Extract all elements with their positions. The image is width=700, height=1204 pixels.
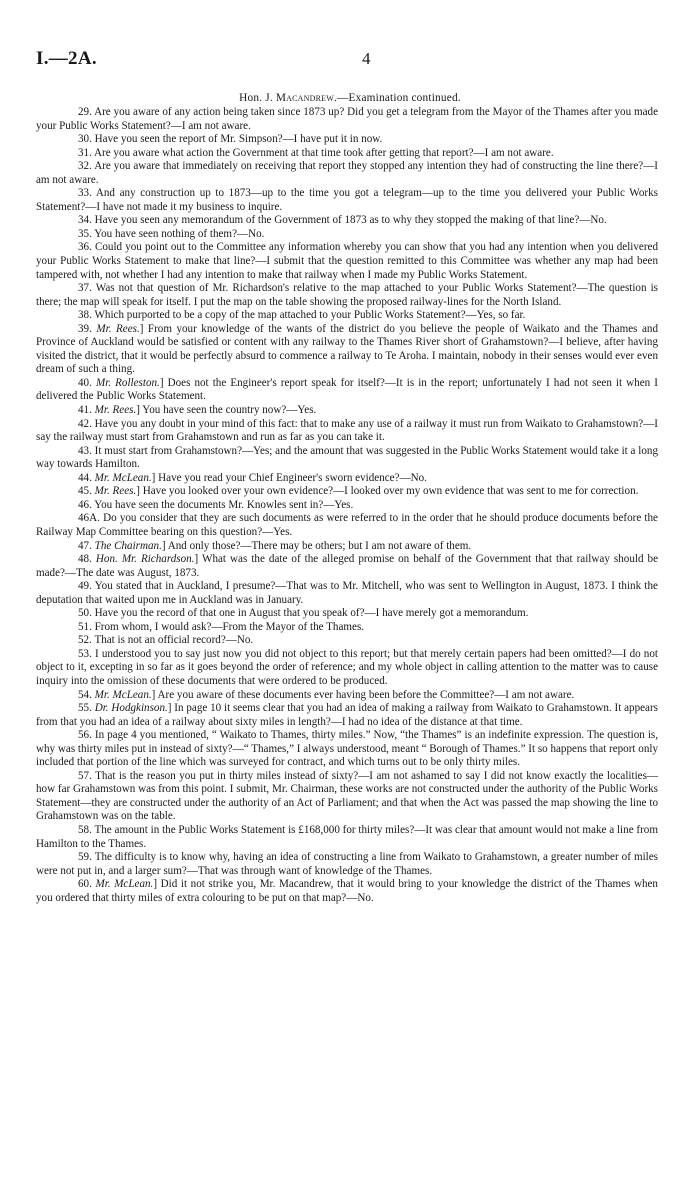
speaker-name: Mr. McLean. bbox=[94, 688, 152, 701]
question-text: 50. Have you the record of that one in August that you speak of?—I have merely got a memorandum. bbox=[78, 607, 529, 620]
question-paragraph bbox=[36, 214, 658, 228]
question-text: 33. And any construction up to 1873—up to the time you got a telegram—up to the time you delivered your Public Works Statement?—I have not made it my business to inquire. bbox=[36, 187, 658, 213]
question-paragraph bbox=[36, 607, 658, 621]
question-text: 29. Are you aware of any action being taken since 1873 up? Did you get a telegram from the Mayor of the Thames after you made your Public Works Statement?—I am not aware. bbox=[36, 106, 658, 132]
question-text: 36. Could you point out to the Committee any information whereby you can show that you had any intention when you delivered your Public Works Statement to make that line?—I submit that the question remitted to this Committee was whether any map had been tampered with, not whether I had any intention to make that railway when I made my Public Works Statement. bbox=[36, 241, 658, 281]
question-text: ] From your knowledge of the wants of the district do you believe the people of Waikato and the Thames and Province of Auckland would be satisfied or content with any railway to the Thames River short of Grahamstown?—I believe, after having visited the district, that it would be perfectly absurd to commence a railway to Te Aroha. I maintain, nobody in their senses would ever even dream of such a thing. bbox=[36, 322, 658, 376]
question-text: 42. Have you any doubt in your mind of this fact: that to make any use of a railway it must run from Waikato to Grahamstown?—I say the railway must start from Grahamstown and run as far as you can take it. bbox=[36, 417, 658, 444]
question-text: 51. From whom, I would ask?—From the Mayor of the Thames. bbox=[78, 620, 365, 633]
question-text: 56. In page 4 you mentioned, “ Waikato to Thames, thirty miles.” Now, “the Thames” is an indefinite expression. The question is, why was thirty miles put in instead of sixty?—“ Thames,” I always understood, meant “ Borough of Thames.” It so happens that report only included that portion of the line which was surveyed for contract, and which turns out to be only thirty miles. bbox=[36, 729, 658, 769]
question-number: 55. bbox=[78, 702, 92, 715]
question-text: ] Does not the Engineer's report speak for itself?—It is in the report; unfortunately I had not seen it when I delivered the Public Works Statement. bbox=[36, 376, 658, 403]
question-text: 34. Have you seen any memorandum of the Government of 1873 as to why they stopped the making of that line?—No. bbox=[78, 214, 607, 227]
question-text: 32. Are you aware that immediately on receiving that report they stopped any intention they had of constructing the line there?—I am not aware. bbox=[36, 160, 658, 186]
speaker-name: Mr. Rees. bbox=[96, 322, 140, 335]
question-text: ] You have seen the country now?—Yes. bbox=[136, 404, 317, 417]
question-number: 54. bbox=[78, 688, 92, 701]
question-paragraph bbox=[36, 323, 658, 377]
question-paragraph bbox=[36, 702, 658, 729]
speaker-name: The Chairman. bbox=[94, 539, 162, 552]
question-text: ] Are you aware of these documents ever having been before the Committee?—I am not aware. bbox=[151, 688, 575, 701]
question-paragraph bbox=[36, 241, 658, 282]
question-text: 35. You have seen nothing of them?—No. bbox=[78, 227, 265, 240]
question-paragraph bbox=[36, 770, 658, 824]
question-paragraph bbox=[36, 147, 658, 161]
question-text: 30. Have you seen the report of Mr. Simpson?—I have put it in now. bbox=[78, 133, 383, 146]
question-paragraph bbox=[36, 445, 658, 472]
question-text: 31. Are you aware what action the Government at that time took after getting that report?—I am not aware. bbox=[78, 146, 554, 159]
speaker-name: Mr. McLean. bbox=[95, 878, 154, 891]
question-text: 46A. Do you consider that they are such documents as were referred to in the order that he should produce documents before the Railway Map Committee bearing on this question?—Yes. bbox=[36, 512, 658, 538]
speaker-name: Mr. Rolleston. bbox=[95, 376, 160, 389]
speaker-name: Mr. Rees. bbox=[94, 485, 137, 498]
question-text: 38. Which purported to be a copy of the map attached to your Public Works Statement?—Yes, so far. bbox=[78, 309, 526, 322]
speaker-name: Dr. Hodgkinson. bbox=[94, 702, 168, 715]
question-paragraph bbox=[36, 621, 658, 635]
question-paragraph bbox=[36, 553, 658, 580]
section-title-suffix: .—Examination continued. bbox=[333, 92, 461, 104]
question-text: 57. That is the reason you put in thirty miles instead of sixty?—I am not ashamed to say I did not know exactly the localities—how far Grahamstown was from this point. I submit, Mr. Chairman, these works are not constructed under the authority of the Public Works Statement—they are constructed under the authority of an Act of Parliament; and that when the Act was passed the map showing the line to Grahamstown was on the table. bbox=[36, 769, 658, 823]
question-paragraph bbox=[36, 540, 658, 554]
speaker-name: Mr. Rees. bbox=[94, 404, 137, 417]
question-text: 37. Was not that question of Mr. Richardson's relative to the map attached to your Public Works Statement?—The question is there; the map will speak for itself. I put the map on the table showing the proposed railway-lines for the North Island. bbox=[36, 282, 658, 308]
page-header bbox=[36, 48, 658, 78]
question-text: 53. I understood you to say just now you did not object to this report; but that merely certain papers had been omitted?—I do not object to it, excepting in so far as it goes beyond the order of reference; and my whole object in calling attention to the matter was to cause inquiry into the omission of these documents that were ordered to be produced. bbox=[36, 647, 658, 687]
page-number: 4 bbox=[362, 49, 371, 68]
section-title-name: Macandrew bbox=[275, 92, 334, 104]
question-paragraph bbox=[36, 512, 658, 539]
question-text: ] What was the date of the alleged promise on behalf of the Government that that railway should be made?—The date was August, 1873. bbox=[36, 553, 658, 579]
question-number: 44. bbox=[78, 471, 92, 484]
question-paragraph bbox=[36, 160, 658, 187]
question-text: ] Have you looked over your own evidence?—I looked over my own evidence that was sent to me for correction. bbox=[136, 485, 639, 498]
question-text: 58. The amount in the Public Works Statement is £168,000 for thirty miles?—It was clear that amount would not make a line from Hamilton to the Thames. bbox=[36, 823, 658, 850]
question-paragraph bbox=[36, 634, 658, 648]
question-text: 59. The difficulty is to know why, having an idea of constructing a line from Waikato to Grahamstown, a greater number of miles were not put in, and a larger sum?—That was through want of knowledge of the Thames. bbox=[36, 851, 658, 877]
question-paragraph bbox=[36, 309, 658, 323]
speaker-name: Hon. Mr. Richardson. bbox=[95, 553, 195, 566]
examination-body bbox=[36, 106, 658, 905]
question-paragraph bbox=[36, 878, 658, 905]
question-paragraph bbox=[36, 418, 658, 445]
question-paragraph bbox=[36, 187, 658, 214]
question-paragraph bbox=[36, 282, 658, 309]
question-paragraph bbox=[36, 404, 658, 418]
speaker-name: Mr. McLean. bbox=[94, 471, 152, 484]
question-text: ] Have you read your Chief Engineer's sworn evidence?—No. bbox=[151, 471, 427, 484]
question-number: 47. bbox=[78, 539, 92, 552]
section-title-prefix: Hon. J. bbox=[239, 92, 276, 104]
section-title bbox=[0, 92, 700, 106]
question-number: 60. bbox=[78, 878, 92, 891]
question-paragraph bbox=[36, 133, 658, 147]
question-number: 39. bbox=[78, 322, 92, 335]
question-paragraph bbox=[36, 824, 658, 851]
question-paragraph bbox=[36, 485, 658, 499]
question-paragraph bbox=[36, 851, 658, 878]
question-text: 46. You have seen the documents Mr. Knowles sent in?—Yes. bbox=[78, 498, 354, 511]
question-number: 40. bbox=[78, 376, 92, 389]
question-paragraph bbox=[36, 499, 658, 513]
question-paragraph bbox=[36, 228, 658, 242]
question-text: ] Did it not strike you, Mr. Macandrew, that it would bring to your knowledge the district of the Thames when you ordered that thirty miles of extra colouring to be put on that map?—No. bbox=[36, 878, 658, 904]
question-text: ] In page 10 it seems clear that you had an idea of making a railway from Waikato to Grahamstown. It appears from that you had an idea of a railway about sixty miles in length?—I had no idea of the distance at that time. bbox=[36, 702, 658, 728]
question-paragraph bbox=[36, 377, 658, 404]
question-number: 45. bbox=[78, 485, 92, 498]
question-paragraph bbox=[36, 106, 658, 133]
question-number: 48. bbox=[78, 553, 92, 566]
question-text: 49. You stated that in Auckland, I presume?—That was to Mr. Mitchell, who was sent to Wellington in August, 1873. I think the deputation that waited upon me in Auckland was in January. bbox=[36, 580, 658, 606]
question-paragraph bbox=[36, 689, 658, 703]
question-number: 41. bbox=[78, 404, 92, 417]
question-paragraph bbox=[36, 648, 658, 689]
document-id: I.—2A. bbox=[36, 48, 97, 69]
question-text: 52. That is not an official record?—No. bbox=[78, 634, 254, 647]
question-paragraph bbox=[36, 580, 658, 607]
question-text: 43. It must start from Grahamstown?—Yes; and the amount that was suggested in the Public Works Statement would take it a long way towards Hamilton. bbox=[36, 444, 658, 471]
question-text: ] And only those?—There may be others; but I am not aware of them. bbox=[161, 539, 472, 552]
question-paragraph bbox=[36, 729, 658, 770]
question-paragraph bbox=[36, 472, 658, 486]
